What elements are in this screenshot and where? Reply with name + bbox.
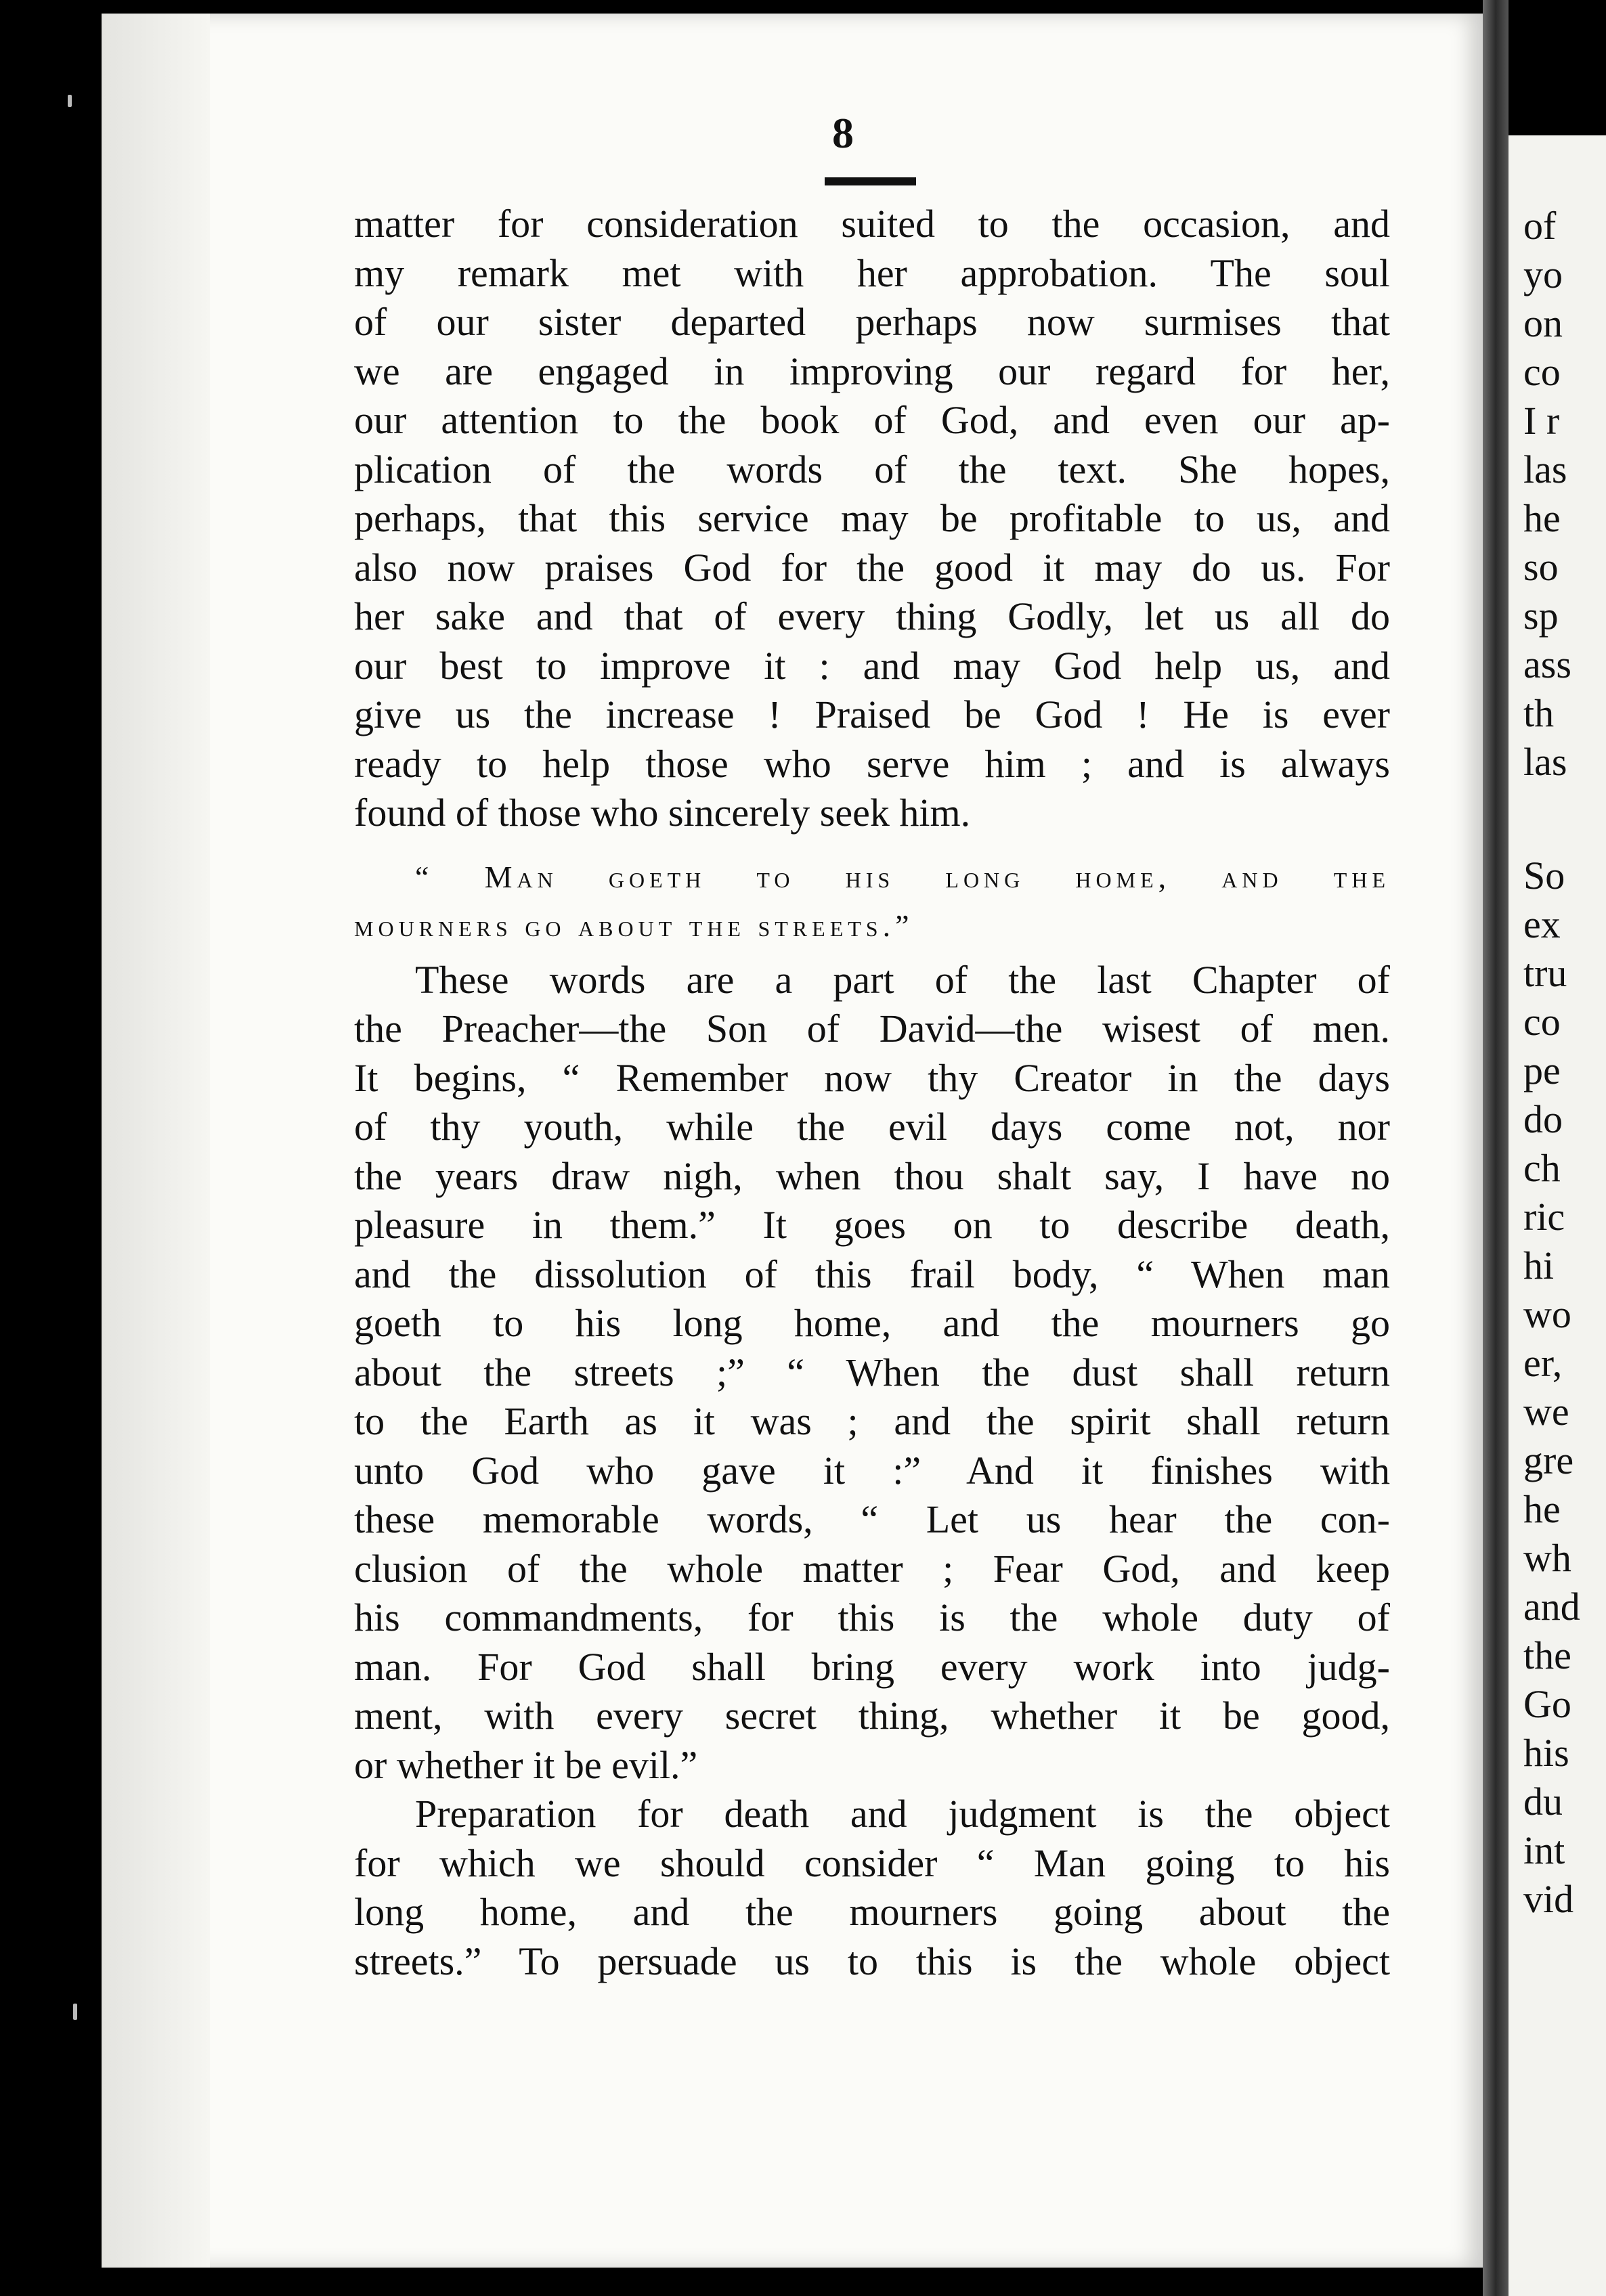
facing-page-text: his xyxy=(1523,1731,1569,1775)
facing-page-text: on xyxy=(1523,301,1563,345)
facing-page-text: and xyxy=(1523,1585,1580,1629)
scan-speck xyxy=(73,2004,77,2020)
facing-page-text: do xyxy=(1523,1097,1563,1141)
facing-page-text: ex xyxy=(1523,902,1561,946)
text-line: also now praises God for the good it may do us. For xyxy=(354,545,1390,590)
text-line: to the Earth as it was ; and the spirit shall return xyxy=(354,1399,1390,1443)
facing-page-text: I r xyxy=(1523,399,1560,443)
facing-page-text: pe xyxy=(1523,1048,1561,1092)
text-line: give us the increase ! Praised be God ! He is ever xyxy=(354,692,1390,736)
text-line: about the streets ;” “ When the dust shall return xyxy=(354,1350,1390,1394)
text-line: streets.” To persuade us to this is the whole object xyxy=(354,1939,1390,1983)
paragraph-1 xyxy=(354,200,1390,838)
text-line: long home, and the mourners going about the xyxy=(354,1890,1390,1934)
page-text xyxy=(354,200,1390,1986)
page-number: 8 xyxy=(832,109,854,157)
text-line: These words are a part of the last Chapter of xyxy=(415,957,1390,1002)
facing-page-text: gre xyxy=(1523,1438,1574,1482)
text-line: for which we should consider “ Man going to his xyxy=(354,1840,1390,1885)
text-line: our best to improve it : and may God help us, and xyxy=(354,643,1390,688)
heading-line: “ Man goeth to his long home, and the xyxy=(415,859,1390,894)
facing-page-text: du xyxy=(1523,1780,1563,1824)
facing-page-text: yo xyxy=(1523,252,1563,296)
header-rule xyxy=(825,177,916,185)
facing-page-text: of xyxy=(1523,204,1557,248)
paragraph-2 xyxy=(354,956,1390,1790)
text-line: Preparation for death and judgment is the object xyxy=(415,1792,1390,1836)
facing-page-text: Go xyxy=(1523,1682,1571,1726)
facing-page-text: ric xyxy=(1523,1195,1565,1239)
facing-page-fragment xyxy=(1509,135,1606,2296)
facing-page-text: wh xyxy=(1523,1536,1571,1580)
facing-page-text: he xyxy=(1523,496,1561,540)
text-line: these memorable words, “ Let us hear the con- xyxy=(354,1497,1390,1541)
text-line: found of those who sincerely seek him. xyxy=(354,791,971,835)
text-line: or whether it be evil.” xyxy=(354,1742,698,1787)
heading-line: mourners go about the streets.” xyxy=(354,908,914,943)
text-heading xyxy=(354,853,1390,950)
facing-page-text: vid xyxy=(1523,1877,1574,1921)
text-line: goeth to his long home, and the mourners go xyxy=(354,1301,1390,1345)
text-line: man. For God shall bring every work into judg- xyxy=(354,1644,1390,1689)
facing-page-text: we xyxy=(1523,1390,1569,1434)
book-binding-gutter xyxy=(1483,0,1509,2296)
text-line: of thy youth, while the evil days come not, nor xyxy=(354,1105,1390,1149)
text-line: the years draw nigh, when thou shalt say, I have no xyxy=(354,1153,1390,1198)
page-edge-shading xyxy=(102,14,210,2268)
text-line: her sake and that of every thing Godly, let us all do xyxy=(354,594,1390,638)
facing-page-text: th xyxy=(1523,691,1555,735)
text-line: my remark met with her approbation. The soul xyxy=(354,250,1390,295)
facing-page-text: int xyxy=(1523,1828,1565,1872)
facing-page-text: ass xyxy=(1523,642,1571,686)
facing-page-text: las xyxy=(1523,740,1567,784)
text-line: perhaps, that this service may be profitable to us, and xyxy=(354,496,1390,540)
facing-page-text: er, xyxy=(1523,1341,1563,1385)
paragraph-3 xyxy=(354,1790,1390,1986)
text-line: the Preacher—the Son of David—the wisest of men. xyxy=(354,1007,1390,1051)
facing-page-text: So xyxy=(1523,854,1565,898)
facing-page-text: so xyxy=(1523,545,1559,589)
text-line: ment, with every secret thing, whether it be good, xyxy=(354,1694,1390,1738)
scan-left-margin xyxy=(0,0,102,2296)
text-line: clusion of the whole matter ; Fear God, and keep xyxy=(354,1546,1390,1591)
facing-page-text: the xyxy=(1523,1633,1571,1677)
text-line: our attention to the book of God, and even our ap- xyxy=(354,398,1390,442)
text-line: his commandments, for this is the whole duty of xyxy=(354,1595,1390,1639)
text-line: unto God who gave it :” And it finishes with xyxy=(354,1448,1390,1493)
facing-page-text: ch xyxy=(1523,1146,1561,1190)
facing-page-text: he xyxy=(1523,1487,1561,1531)
facing-page-text: sp xyxy=(1523,594,1559,638)
text-line: and the dissolution of this frail body, “ When man xyxy=(354,1252,1390,1296)
text-line: ready to help those who serve him ; and is always xyxy=(354,741,1390,786)
facing-page-text: wo xyxy=(1523,1292,1571,1336)
facing-page-text: tru xyxy=(1523,951,1567,995)
text-line: we are engaged in improving our regard for her, xyxy=(354,349,1390,393)
facing-page-text: las xyxy=(1523,447,1567,491)
text-line: plication of the words of the text. She hopes, xyxy=(354,447,1390,491)
text-line: It begins, “ Remember now thy Creator in the days xyxy=(354,1055,1390,1100)
text-line: of our sister departed perhaps now surmises that xyxy=(354,300,1390,344)
facing-page-text: co xyxy=(1523,1000,1561,1044)
text-line: pleasure in them.” It goes on to describe death, xyxy=(354,1203,1390,1247)
facing-page-text: co xyxy=(1523,350,1561,394)
text-line: matter for consideration suited to the occasion, and xyxy=(354,202,1390,246)
facing-page-text: hi xyxy=(1523,1243,1555,1287)
scan-speck xyxy=(68,95,72,107)
